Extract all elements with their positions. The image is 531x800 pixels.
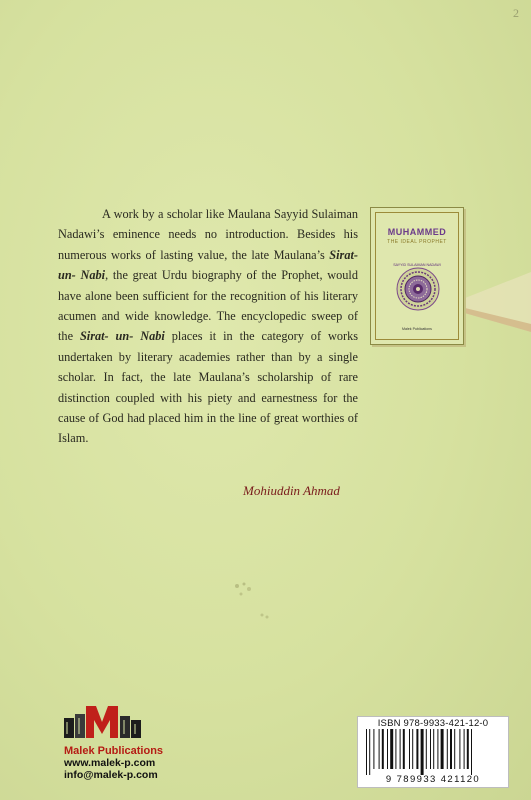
blurb-title-2: Sirat- un- Nabi (79, 329, 165, 344)
barcode-bar (430, 729, 431, 769)
isbn-barcode-panel (357, 716, 509, 788)
publisher-name: Malek Publications (64, 745, 164, 757)
blurb-text (58, 204, 358, 449)
barcode-bar (421, 729, 424, 775)
barcode-bar (426, 729, 427, 769)
publisher-logo-icon (64, 704, 142, 738)
barcode-bar (441, 729, 444, 769)
barcode-bar (447, 729, 448, 769)
publisher-logo-block (64, 704, 176, 781)
blurb-part-2: , the great Urdu biography of the Prophet, would have alone been sufficient for the recognition of his literary acumen and wide knowledge. The encyclopedic sweep of the (58, 268, 358, 344)
blurb-author: Mohiuddin Ahmad (243, 483, 340, 498)
smudge-mark (258, 610, 272, 622)
publisher-email: info@malek-p.com (64, 769, 158, 781)
blurb-part-3: places it in the category of works undertaken by literary academies rather than by a single scholar. In fact, the late Maulana’s scholarship of rare distinction coupled with his piety and earnestness for the cause of God had placed him in the line of great worthies of Islam. (58, 329, 359, 446)
barcode-bar (366, 729, 367, 775)
barcode-bar (373, 729, 374, 769)
barcode-bar (437, 729, 438, 769)
barcode-bar (467, 729, 469, 769)
barcode-bar (464, 729, 465, 769)
barcode-digits: 9 789933 421120 (385, 774, 481, 785)
barcode-bar (400, 729, 401, 769)
barcode-bar (390, 729, 393, 769)
blurb-title-1: Sirat- un- Nabi (58, 247, 358, 283)
publisher-website: www.malek-p.com (64, 757, 156, 769)
thumbnail-title: MUHAMMED (387, 227, 447, 237)
smudge-mark (232, 580, 256, 600)
barcode-bar (369, 729, 370, 775)
thumbnail-subtitle: THE IDEAL PROPHET (387, 239, 447, 245)
page-corner-mark: 2 (513, 6, 519, 20)
barcode-bar (395, 729, 396, 769)
thumbnail-frame (375, 212, 459, 340)
barcode-bar (379, 729, 380, 769)
barcode-bar (454, 729, 455, 769)
barcode-bar (409, 729, 410, 769)
thumbnail-author: SAYYID SULAIMAN NADAWI (393, 263, 441, 267)
barcode-bar (459, 729, 460, 769)
barcode-bar (450, 729, 452, 769)
front-cover-thumbnail (370, 207, 464, 345)
barcode-bar (382, 729, 384, 769)
barcode-bar (433, 729, 434, 769)
barcode-bar (416, 729, 418, 769)
barcode-icon (364, 729, 500, 775)
blurb-part-1: A work by a scholar like Maulana Sayyid Sulaiman Nadawi’s eminence needs no introduction. Besides his numerous works of lasting value, the late Maulana’s (58, 207, 358, 262)
rosette-ornament-icon (396, 267, 440, 311)
barcode-bar (387, 729, 388, 769)
thumbnail-publisher: Malek Publications (402, 327, 432, 331)
barcode-bar (471, 729, 472, 775)
barcode-bar (412, 729, 413, 769)
isbn-number: ISBN 978-9933-421-12-0 (377, 718, 489, 729)
barcode-bar (403, 729, 405, 769)
decorative-paper-shape (455, 272, 531, 332)
